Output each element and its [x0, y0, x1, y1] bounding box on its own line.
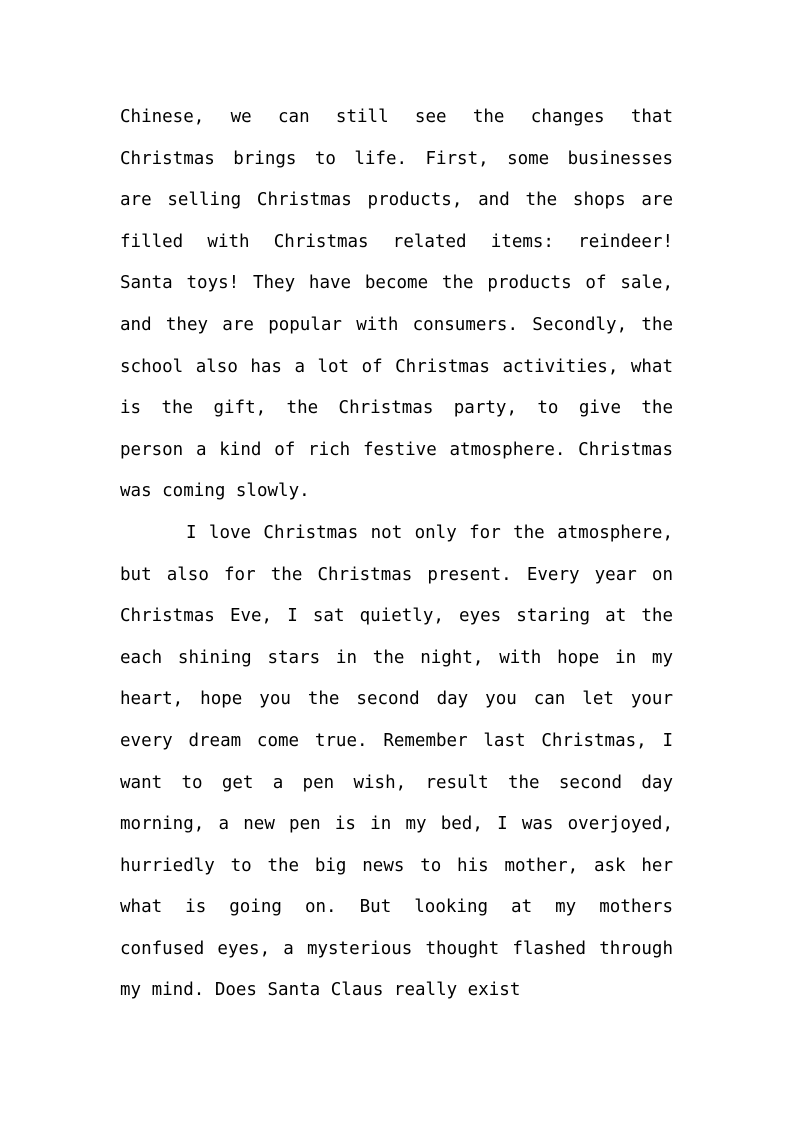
text-line: confused eyes, a mysterious thought flashed through — [120, 938, 673, 959]
text-line: hurriedly to the big news to his mother, ask her — [120, 855, 673, 876]
text-line: Chinese, we can still see the changes that — [120, 107, 673, 127]
text-line: heart, hope you the second day you can let your — [120, 689, 673, 710]
text-line: what is going on. But looking at my mothers — [120, 897, 673, 918]
body-text — [120, 97, 673, 1012]
paragraph-2 — [120, 513, 673, 1012]
text-line: want to get a pen wish, result the second day — [120, 772, 673, 793]
text-line: is the gift, the Christmas party, to give the — [120, 398, 673, 419]
text-line: and they are popular with consumers. Secondly, the — [120, 314, 673, 335]
text-line: morning, a new pen is in my bed, I was overjoyed, — [120, 814, 673, 835]
text-line: I love Christmas not only for the atmosphere, — [186, 522, 673, 543]
text-line: was coming slowly. — [120, 481, 310, 502]
text-line: Santa toys! They have become the products of sale, — [120, 273, 673, 294]
text-line: every dream come true. Remember last Christmas, I — [120, 730, 673, 751]
text-line: person a kind of rich festive atmosphere. Christmas — [120, 439, 673, 460]
text-line: but also for the Christmas present. Every year on — [120, 564, 673, 585]
text-line: filled with Christmas related items: reindeer! — [120, 231, 673, 252]
paragraph-1 — [120, 97, 673, 513]
text-line: are selling Christmas products, and the shops are — [120, 190, 673, 211]
text-line: my mind. Does Santa Claus really exist — [120, 980, 521, 1001]
text-line: each shining stars in the night, with hope in my — [120, 647, 673, 668]
text-line: school also has a lot of Christmas activities, what — [120, 356, 673, 377]
text-line: Christmas brings to life. First, some businesses — [120, 148, 673, 169]
text-line: Christmas Eve, I sat quietly, eyes staring at the — [120, 606, 673, 627]
